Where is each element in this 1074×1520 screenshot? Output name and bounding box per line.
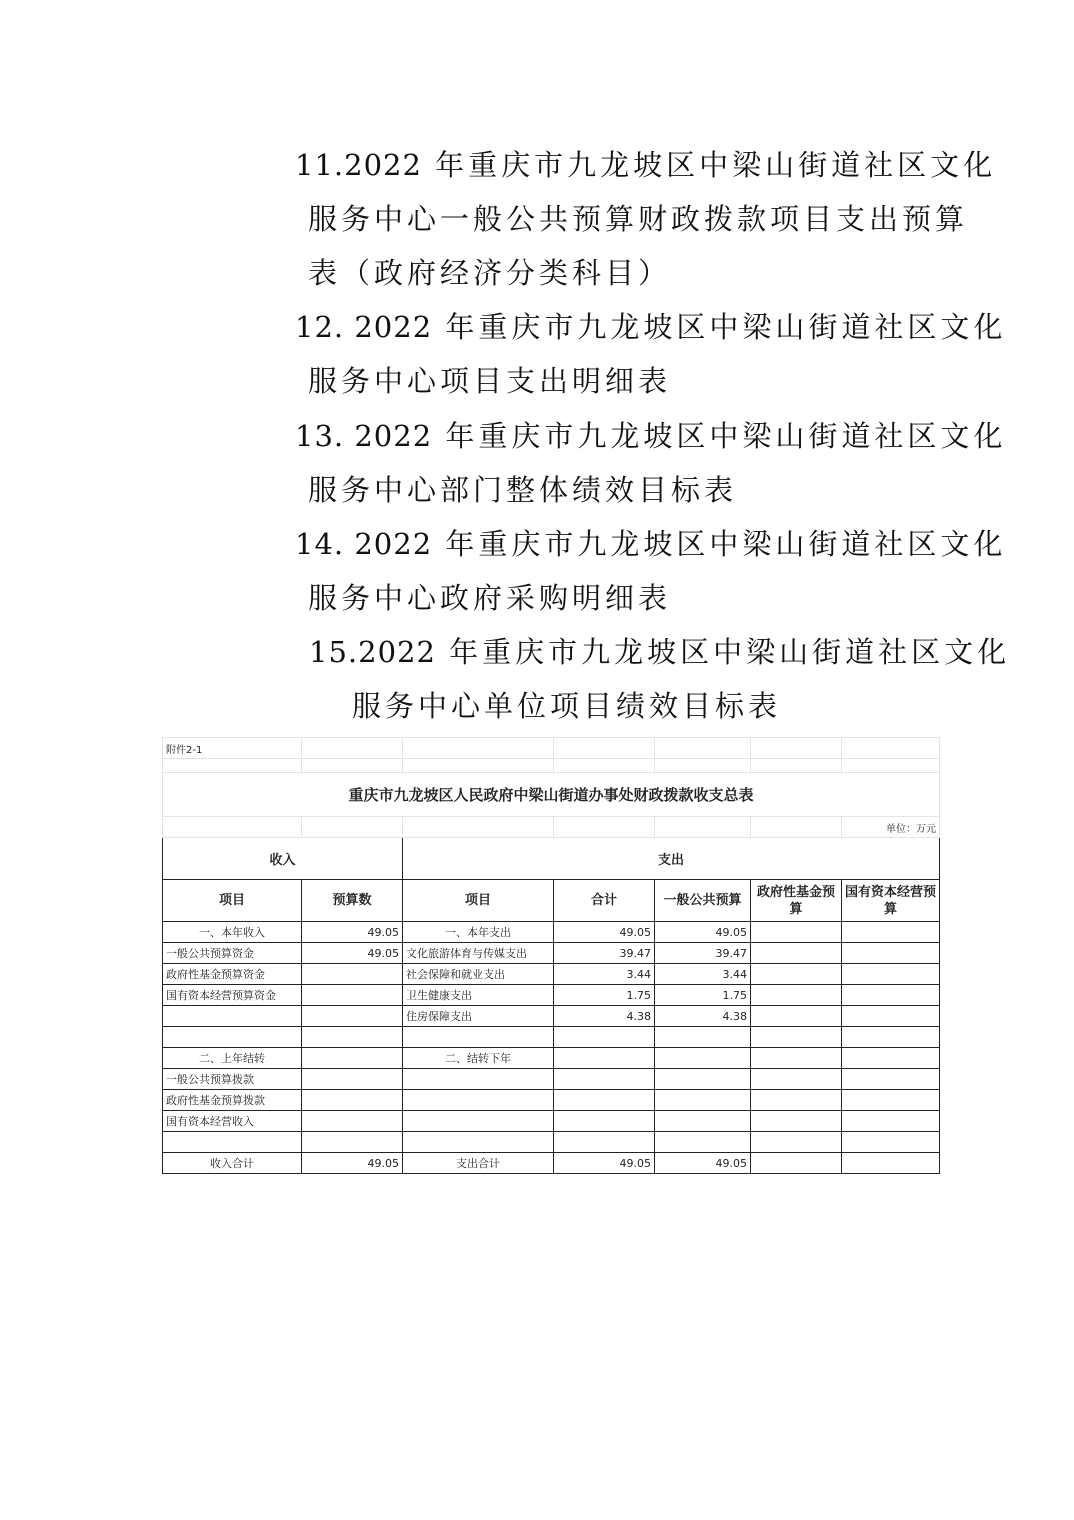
- table-row: [163, 1111, 940, 1132]
- table-cell-c3: 二、结转下年: [403, 1048, 554, 1069]
- column-header: 预算数: [302, 880, 403, 922]
- table-cell-c7: [842, 964, 940, 985]
- toc-item-15-line1: [309, 632, 1010, 672]
- table-cell-c1: 一般公共预算资金: [163, 943, 302, 964]
- table-cell-c6: [751, 1111, 842, 1132]
- table-cell-c2: 49.05: [302, 943, 403, 964]
- table-cell-c5: [655, 1132, 751, 1153]
- toc-item-11-line3: 表（政府经济分类科目）: [308, 256, 672, 290]
- table-cell-c6: [751, 1069, 842, 1090]
- sheet-title: 重庆市九龙坡区人民政府中梁山街道办事处财政拨款收支总表: [163, 773, 940, 817]
- table-cell-c1: [163, 1027, 302, 1048]
- table-cell-c4: [554, 1132, 655, 1153]
- table-cell-c1: 政府性基金预算拨款: [163, 1090, 302, 1111]
- table-cell-c3: 卫生健康支出: [403, 985, 554, 1006]
- toc-item-number: 13. 2022: [295, 419, 433, 453]
- table-cell-c5: 4.38: [655, 1006, 751, 1027]
- table-cell-c7: [842, 1048, 940, 1069]
- table-cell-c6: [751, 985, 842, 1006]
- table-cell-c2: [302, 985, 403, 1006]
- table-cell-c3: [403, 1090, 554, 1111]
- table-cell-c6: [751, 964, 842, 985]
- table-row: [163, 1048, 940, 1069]
- table-cell-c1: 一、本年收入: [163, 922, 302, 943]
- table-cell-c4: 1.75: [554, 985, 655, 1006]
- toc-item-12-line1: [295, 307, 1006, 347]
- toc-item-number: 12. 2022: [295, 310, 433, 344]
- table-cell-c6: [751, 1048, 842, 1069]
- table-cell-c1: 政府性基金预算资金: [163, 964, 302, 985]
- table-cell-c2: 49.05: [302, 922, 403, 943]
- table-cell-c5: [655, 1048, 751, 1069]
- column-header: 政府性基金预算: [751, 880, 842, 922]
- table-cell-c7: [842, 1006, 940, 1027]
- table-cell-c3: [403, 1027, 554, 1048]
- toc-item-number: 15.2022: [309, 635, 436, 669]
- table-cell-c2: [302, 1027, 403, 1048]
- table-cell-c5: [655, 1090, 751, 1111]
- toc-item-number: 14. 2022: [295, 527, 433, 561]
- table-cell-c6: [751, 922, 842, 943]
- toc-item-text: 年重庆市九龙坡区中梁山街道社区文化: [445, 419, 1007, 453]
- table-cell-c4: [554, 1090, 655, 1111]
- annex-label: 附件2-1: [163, 738, 302, 759]
- toc-item-text: 年重庆市九龙坡区中梁山街道社区文化: [449, 635, 1011, 669]
- table-cell-c6: [751, 1027, 842, 1048]
- budget-summary-sheet: [162, 737, 939, 1170]
- table-cell-c7: [842, 1111, 940, 1132]
- table-cell-c2: [302, 1132, 403, 1153]
- table-cell-c1: 收入合计: [163, 1153, 302, 1174]
- table-cell-c5: 39.47: [655, 943, 751, 964]
- toc-item-11-line1: [295, 145, 996, 185]
- table-row: [163, 922, 940, 943]
- table-cell-c5: [655, 1111, 751, 1132]
- table-cell-c4: [554, 1111, 655, 1132]
- table-cell-c5: 49.05: [655, 1153, 751, 1174]
- table-cell-c6: [751, 1132, 842, 1153]
- column-header: 一般公共预算: [655, 880, 751, 922]
- table-row: [163, 964, 940, 985]
- toc-item-13-line1: [295, 416, 1006, 456]
- table-cell-c4: 49.05: [554, 1153, 655, 1174]
- table-row: [163, 1027, 940, 1048]
- table-cell-c7: [842, 922, 940, 943]
- table-cell-c4: [554, 1048, 655, 1069]
- table-cell-c1: 一般公共预算拨款: [163, 1069, 302, 1090]
- table-row: [163, 1069, 940, 1090]
- table-cell-c2: [302, 1048, 403, 1069]
- table-cell-c2: [302, 964, 403, 985]
- toc-item-15-line2: 服务中心单位项目绩效目标表: [352, 689, 782, 723]
- table-body: [163, 922, 940, 1174]
- table-row: [163, 1006, 940, 1027]
- table-cell-c7: [842, 943, 940, 964]
- table-cell-c7: [842, 1027, 940, 1048]
- table-cell-c3: 社会保障和就业支出: [403, 964, 554, 985]
- unit-label: 单位：万元: [842, 817, 940, 838]
- toc-item-11-line2: 服务中心一般公共预算财政拨款项目支出预算: [308, 202, 969, 236]
- toc-item-13-line2: 服务中心部门整体绩效目标表: [308, 473, 738, 507]
- table-cell-c2: [302, 1111, 403, 1132]
- table-cell-c5: 49.05: [655, 922, 751, 943]
- table-cell-c1: 国有资本经营预算资金: [163, 985, 302, 1006]
- table-cell-c1: [163, 1132, 302, 1153]
- table-cell-c1: 国有资本经营收入: [163, 1111, 302, 1132]
- toc-item-text: 年重庆市九龙坡区中梁山街道社区文化: [435, 148, 997, 182]
- budget-summary-table: [162, 737, 940, 1174]
- table-of-contents: [0, 0, 1074, 723]
- table-cell-c3: 支出合计: [403, 1153, 554, 1174]
- table-cell-c6: [751, 1153, 842, 1174]
- table-cell-c5: [655, 1069, 751, 1090]
- toc-item-number: 11.2022: [295, 148, 422, 182]
- table-cell-c4: 49.05: [554, 922, 655, 943]
- toc-item-text: 年重庆市九龙坡区中梁山街道社区文化: [445, 527, 1007, 561]
- table-cell-c5: 1.75: [655, 985, 751, 1006]
- column-header: 国有资本经营预算: [842, 880, 940, 922]
- table-cell-c3: 住房保障支出: [403, 1006, 554, 1027]
- table-cell-c4: [554, 1027, 655, 1048]
- column-header: 合计: [554, 880, 655, 922]
- table-cell-c4: [554, 1069, 655, 1090]
- table-cell-c6: [751, 943, 842, 964]
- table-cell-c1: 二、上年结转: [163, 1048, 302, 1069]
- table-cell-c2: [302, 1069, 403, 1090]
- table-cell-c7: [842, 1090, 940, 1111]
- toc-item-12-line2: 服务中心项目支出明细表: [308, 364, 672, 398]
- table-cell-c7: [842, 1069, 940, 1090]
- table-cell-c7: [842, 1153, 940, 1174]
- table-cell-c5: [655, 1027, 751, 1048]
- table-row: [163, 1090, 940, 1111]
- table-cell-c3: [403, 1069, 554, 1090]
- table-cell-c3: 文化旅游体育与传媒支出: [403, 943, 554, 964]
- table-cell-c2: [302, 1006, 403, 1027]
- toc-item-14-line2: 服务中心政府采购明细表: [308, 581, 672, 615]
- table-cell-c7: [842, 985, 940, 1006]
- table-cell-c1: [163, 1006, 302, 1027]
- table-cell-c6: [751, 1006, 842, 1027]
- table-row: [163, 1132, 940, 1153]
- table-cell-c3: [403, 1132, 554, 1153]
- table-cell-c4: 4.38: [554, 1006, 655, 1027]
- table-row: [163, 1153, 940, 1174]
- column-header: 项目: [163, 880, 302, 922]
- expense-group-header: 支出: [403, 838, 940, 880]
- income-group-header: 收入: [163, 838, 403, 880]
- table-cell-c4: 3.44: [554, 964, 655, 985]
- table-row: [163, 943, 940, 964]
- table-cell-c4: 39.47: [554, 943, 655, 964]
- table-cell-c6: [751, 1090, 842, 1111]
- table-cell-c3: [403, 1111, 554, 1132]
- toc-item-text: 年重庆市九龙坡区中梁山街道社区文化: [445, 310, 1007, 344]
- table-cell-c3: 一、本年支出: [403, 922, 554, 943]
- toc-item-14-line1: [295, 524, 1006, 564]
- table-cell-c5: 3.44: [655, 964, 751, 985]
- table-cell-c2: [302, 1090, 403, 1111]
- table-cell-c7: [842, 1132, 940, 1153]
- column-header: 项目: [403, 880, 554, 922]
- table-row: [163, 985, 940, 1006]
- table-cell-c2: 49.05: [302, 1153, 403, 1174]
